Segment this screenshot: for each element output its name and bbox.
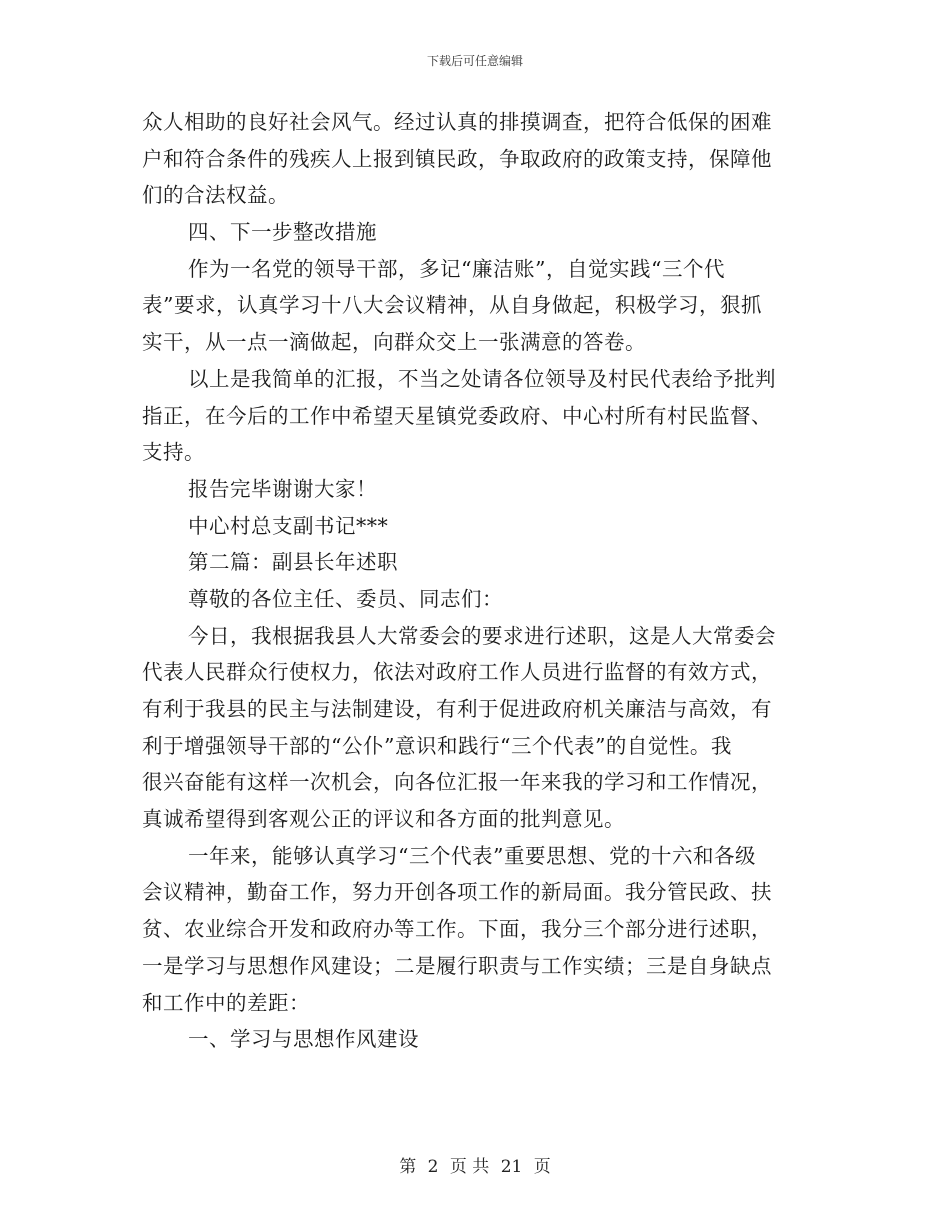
text-line: 一年来，能够认真学习“三个代表”重要思想、党的十六和各级: [188, 843, 756, 868]
text-line: 代表人民群众行使权力，依法对政府工作人员进行监督的有效方式，: [142, 660, 772, 685]
text-line: 众人相助的良好社会风气。经过认真的排摸调查，把符合低保的困难: [142, 110, 772, 134]
text-line: 户和符合条件的残疾人上报到镇民政，争取政府的政策支持，保障他: [142, 146, 772, 171]
document-body: [142, 104, 798, 1058]
text-line: 很兴奋能有这样一次机会，向各位汇报一年来我的学习和工作情况，: [142, 770, 772, 795]
text-line: 表”要求，认真学习十八大会议精神，从自身做起，积极学习，狠抓: [142, 293, 762, 318]
text-line: 以上是我简单的汇报，不当之处请各位领导及村民代表给予批判: [188, 366, 776, 391]
text-line: 们的合法权益。: [142, 183, 289, 208]
text-line: 支持。: [142, 440, 205, 465]
text-line: 一是学习与思想作风建设；二是履行职责与工作实绩；三是自身缺点: [142, 953, 772, 978]
text-line: 一、学习与思想作风建设: [188, 1027, 419, 1052]
text-line: 贫、农业综合开发和政府办等工作。下面，我分三个部分进行述职，: [142, 917, 772, 942]
text-line: 和工作中的差距：: [142, 990, 310, 1015]
text-line: 尊敬的各位主任、委员、同志们：: [188, 586, 503, 611]
footer-middle: 页 共: [449, 1157, 490, 1177]
text-line: 真诚希望得到客观公正的评议和各方面的批判意见。: [142, 807, 625, 832]
text-line: 利于增强领导干部的“公仆”意识和践行“三个代表”的自觉性。我: [142, 733, 732, 758]
text-line: 指正，在今后的工作中希望天星镇党委政府、中心村所有村民监督、: [142, 403, 772, 428]
text-line: 第二篇：副县长年述职: [188, 550, 398, 575]
text-line: 中心村总支副书记***: [188, 513, 389, 538]
text-line: 今日，我根据我县人大常委会的要求进行述职，这是人大常委会: [188, 623, 776, 648]
text-line: 报告完毕谢谢大家！: [188, 476, 377, 501]
footer-page-number: 2: [427, 1157, 439, 1177]
page-footer: [0, 1152, 950, 1177]
footer-suffix: 页: [533, 1157, 551, 1177]
text-line: 作为一名党的领导干部，多记“廉洁账”，自觉实践“三个代: [188, 256, 725, 281]
text-line: 有利于我县的民主与法制建设，有利于促进政府机关廉洁与高效，有: [142, 697, 772, 721]
text-line: 四、下一步整改措施: [188, 220, 377, 245]
text-line: 实干，从一点一滴做起，向群众交上一张满意的答卷。: [142, 330, 646, 355]
text-line: 会议精神，勤奋工作，努力开创各项工作的新局面。我分管民政、扶: [142, 880, 772, 905]
page-header: 下载后可任意编辑: [426, 54, 523, 68]
footer-prefix: 第: [399, 1157, 417, 1177]
footer-total-pages: 21: [500, 1157, 523, 1177]
